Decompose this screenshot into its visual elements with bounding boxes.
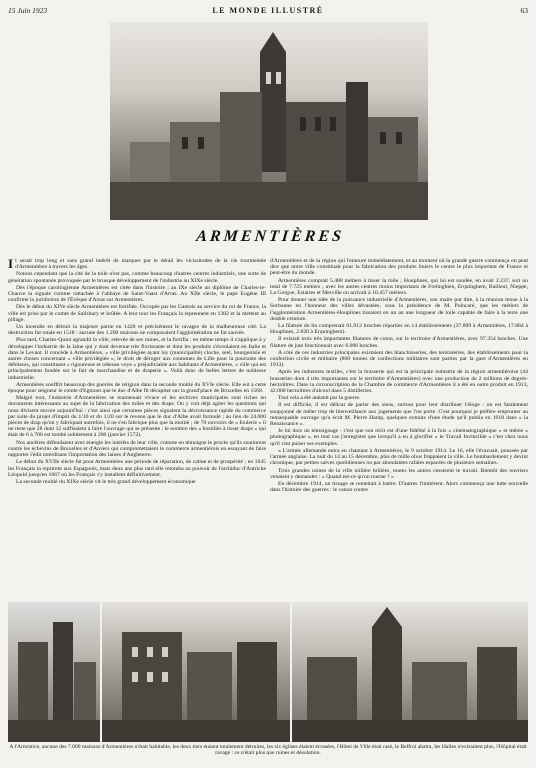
paragraph: Tout cela a été anéanti par la guerre. bbox=[278, 395, 361, 402]
paragraph: A côté de ces industries principales existaient des blanchisseries, des teintureries, des établissements pour la confection civile et militaire (800 tonnes de confections militaires sont parties par la gare d'Armentières en 1913). bbox=[270, 349, 528, 369]
paragraph: « L'armée allemande entra en chantant à Armentières, le 9 octobre 1914. Le 16, elle l'évacuait, poussée par l'armée anglaise. La nuit du 14 au 15 décembre, plus de mille obus frappaient la ville. Le bombardement y devint chronique, par petites salves quotidiennes ou par abondantes rafales espacées de plusieurs semaines. bbox=[270, 447, 528, 467]
paragraph: Dès le début du XIVe siècle Armentières est fortifiée. Occupée par les Gantois au service du roi de France, la ville est prise par le comte de Salisbury et brûlée. A leur tour les Français la reprennent en 1382 et la mettent au pillage. bbox=[8, 304, 266, 323]
paragraph: La seconde moitié du XIXe siècle vit le très grand développement économique bbox=[16, 478, 196, 485]
article-column-right bbox=[270, 258, 528, 494]
paragraph: Il est difficile, il est délicat de parler des siens, surtout pour leur distribuer l'éloge : on est fatalement soupçonné de mêler trop de bienveillance aux jugements que l'on porte. C'est pourquoi je préfère emprunter au remarquable ouvrage qu'a écrit M. Pierre Hamp, quelques extraits d'une étude qu'il publia en 1918 dans « la Renaissance ». bbox=[270, 402, 528, 428]
issue-date: 15 Juin 1923 bbox=[8, 6, 48, 15]
article-title-banner: ARMENTIÈRES bbox=[195, 228, 345, 245]
paragraph: Un incendie en détruit la majeure partie en 1420 et précisément le ravages de la malheureuse cité. La destruction fut totale en 1518 : aucune des 1.200 maisons ne composaient l'agglomération ne fut sauvée. bbox=[8, 324, 266, 337]
drop-cap: I bbox=[8, 256, 14, 271]
photo-caption: A l'Armistice, aucune des 7.000 maisons d'Armentières n'était habitable, les deux tiers étaient totalement détruites, les six églises étaient écrasées, l'Hôtel de Ville était rasé, le Beffroi abattu, les Halles n'existaient plus, l'Hôpital était ravagé : ce n'était plus que ruines et désolation. bbox=[9, 744, 527, 757]
paragraph: Armentières comptait 5.488 métiers à tisser la toile ; Houplines, qui lui est soudée, en avait 2.237, soit un total de 7.725 métiers ; avec les autres centres moins importants de Frelinghien, Erquinghem, Bailleul, Nieppe, La Gorgue, Estaires et Merville on arrivait à 10.457 métiers. bbox=[270, 277, 528, 297]
paragraph: Nos ancêtres défendaient avec énergie les intérêts de leur ville, comme en témoigne le procès qu'ils soutinrent contre les échevins de Bruxelles et d'Anvers qui compromettaient le commerce armentiérois en essayant de faire rapporter l'édit interdisant l'importation des laines d'Angleterre. bbox=[8, 439, 266, 459]
paragraph: Après les industries textiles, c'est la brasserie qui est la principale industrie de la région armentiéroise (44 brasseries dont 4 très importantes sur le territoire d'Armentières) avec une production de 2 millions de degrés-hectolitres. Dans la circonscription de la Chambre de commerce d'Armentières il a été en outre produit en 1913, 42.000 hectolitres d'alcool dans 5 distilleries. bbox=[270, 369, 528, 395]
article-column-left bbox=[8, 258, 266, 486]
paragraph: Pour donner une idée de la puissance industrielle d'Armentières, son maire put dire, à la réunion tenue à la Sorbonne en l'honneur des villes dévastées, sous la présidence de M. Poincaré, que les métiers de l'agglomération Armentières-Houplines tissaient en un an une longueur de toile capable de faire à la terre une double ceinture. bbox=[270, 297, 528, 322]
ruins-photo-center bbox=[102, 602, 290, 742]
paragraph: Malgré tout, l'industrie d'Armentières se maintenait vivace et les archives municipales sont riches en documents intéressants au sujet de la fabrication des toiles et des draps. On y voit déjà agiter les questions qui nous divisent encore aujourd'hui : c'est ainsi que certaines pièces signalent la décroissance rapide du commerce par suite du projet d'impôt du 1/10 et du 1/20 sur le revenu que le duc d'Albe avait formulé ; au lieu de 24.000 pièces de drap qu'on y fabriquait autrefois, il ne s'en fabrique plus que la moitié ; de 70 ouvroirs de « foulerie » il ne reste que 28 dont 12 suffisaient à faire l'ouvrage qui se présente ; le nombre des « hostilles à tisser draps » qui était de 6 à 700 est tombé subitement à 200 (janvier 1572). bbox=[8, 395, 266, 439]
paragraph: d'Armentières et de la région qui l'entoure immédiatement, et au moment où la grande guerre commença on peut dire que notre ville constituait pour la fabrication des produits liniers le centre le plus important de France et peut-être du monde. bbox=[270, 258, 528, 277]
page-number: 63 bbox=[520, 6, 528, 15]
page-header bbox=[8, 6, 528, 18]
paragraph: Le début du XVIIe siècle fut pour Armentières une période de réparation, de calme et de prospérité ; en 1645 les Français la reprirent aux Espagnols, mais deux ans plus tard elle retomba au pouvoir de l'archiduc d'Autriche Léopold jusqu'en 1667 où les Français s'y installent définitivement. bbox=[8, 459, 266, 478]
paragraph: Il serait trop long et sans grand intérêt de marquer par le détail les vicissitudes de la vie tourmentée d'Armentières à travers les âges. bbox=[8, 256, 266, 271]
paragraph: Il existait trois très importantes filatures de coton, sur le territoire d'Armentières, avec 97.354 broches. Une filature de jute fonctionnait avec 6.096 broches. bbox=[270, 336, 528, 349]
ruins-photo-left bbox=[8, 602, 100, 742]
ruins-photo-right bbox=[292, 602, 528, 742]
ruined-town-illustration bbox=[110, 22, 428, 220]
paragraph: Armentières souffrit beaucoup des guerres de religion dans la seconde moitié du XVIe siècle. Elle eut à cette époque pour seigneur le comte d'Egmont que le duc d'Albe fit décapiter sur la grand'place de Bruxelles en 1568. bbox=[8, 381, 266, 395]
paragraph: Dès l'époque carolingienne Armentières est citée dans l'histoire ; au IXe siècle un diplôme de Charles-le-Chauve la signale comme rattachée à l'abbaye de Saint-Vaast d'Arras. Au XIIe siècle, le pape Eugène III confirme la juridiction de l'Évêque d'Arras sur Armentières. bbox=[8, 284, 266, 304]
journal-title: LE MONDE ILLUSTRÉ bbox=[212, 6, 324, 15]
paragraph: Plus tard, Charles-Quint agrandit la ville, relevée de ses ruines, et la fortifia ; en même temps il s'applique à y développer l'industrie de la laine qui y était devenue très florissante et dont les produits s'écoulaient en Italie et dans le Levant. Il concède à Armentières, « ville privilégiée ayant loy (municipalité) cloche, seel, bourgeoisie et autres choses concernant « ville privilégiée », le droit de déroger aux coutumes de Lille pour la poursuite des débiteurs, qui constituent « rigoureuse et odieuse voye » préjudiciable aux habitants d'Armentières, « ville qui est principalement fondée sur le fait de marchandise et de draperie ». Voilà donc de belles lettres de noblesse industrielle. bbox=[8, 337, 266, 381]
paragraph: La filature du lin comprenait 61.912 broches réparties en 14 établissements (37.899 à Armentières, 17.884 à Houplines, 2.820 à Erquinghem). bbox=[270, 323, 528, 336]
paragraph: Notons cependant que la cité de la toile n'est pas, comme beaucoup d'autres centres industriels, une sorte de génération spontanée provoquée par le brusque développement de l'industrie au XIXe siècle. bbox=[8, 271, 266, 284]
paragraph: En décembre 1914, un tissage se remettait à battre. D'autres l'imitèrent. Alors commença une lutte nouvelle dans l'histoire des guerres : le canon contre bbox=[270, 480, 528, 494]
paragraph: Trois grandes usines de la ville toilière brûlées, toutes les autres cessèrent le travail. Bientôt des ouvriers venaient y demander : « Quand est-ce qu'on tourne ? » bbox=[270, 467, 528, 480]
paragraph: Je lui dois un témoignage : c'est que son récit est d'une fidélité à la fois « cinématographique » et même « photographique », en tout cas j'enregistre que lorsqu'il a eu à glorifier « le Travail Invincible » c'est chez nous qu'il vint puiser ses exemples. bbox=[270, 428, 528, 447]
